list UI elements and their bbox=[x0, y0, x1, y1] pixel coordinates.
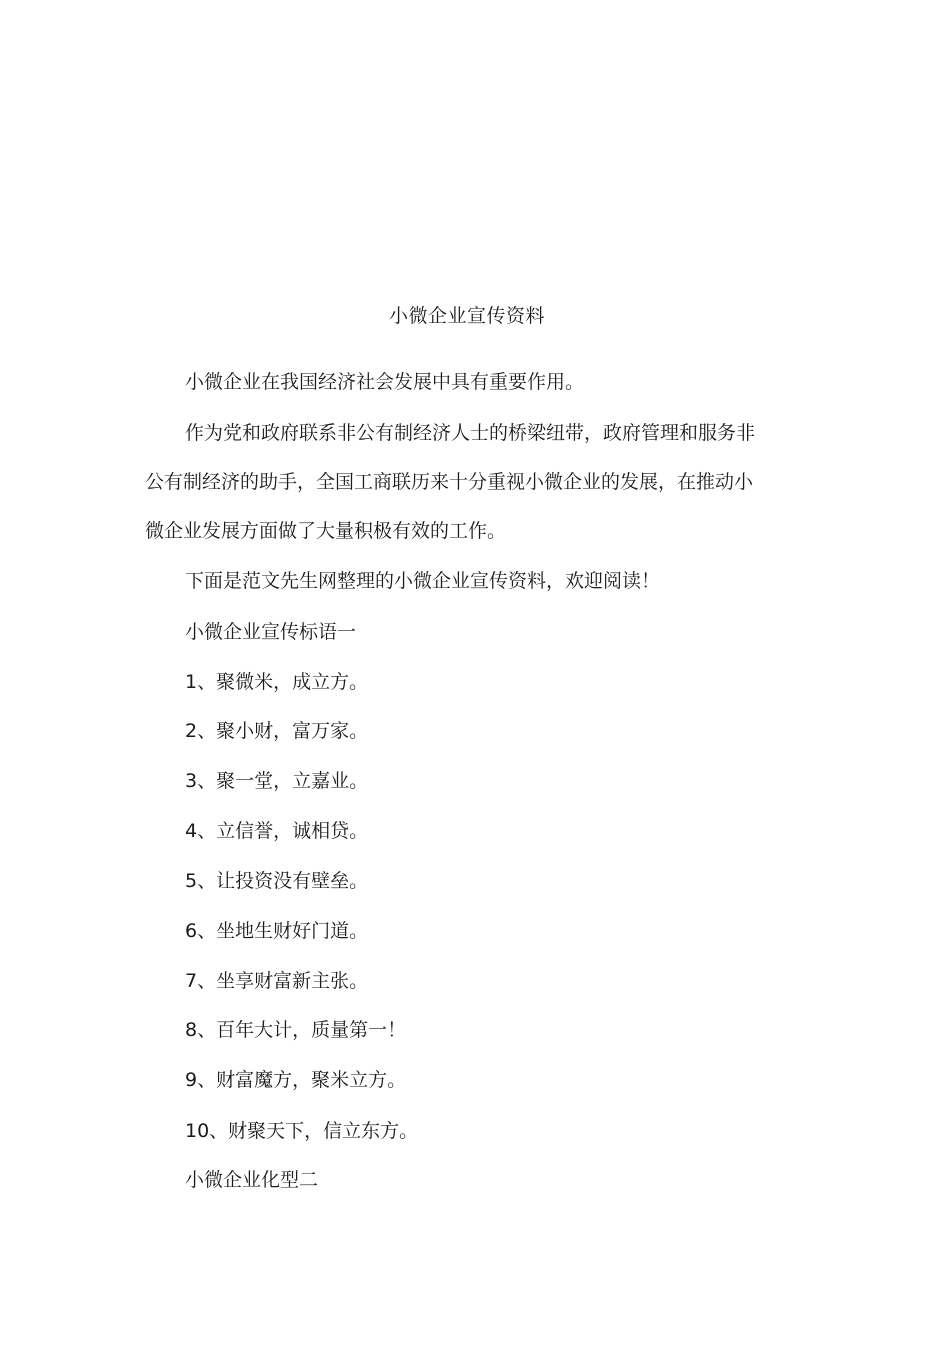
body-paragraph-line-2: 公有制经济的助手，全国工商联历来十分重视小微企业的发展，在推动小 bbox=[145, 471, 754, 493]
slogan-item: 9、财富魔方，聚米立方。 bbox=[185, 1069, 407, 1091]
intro-paragraph: 小微企业在我国经济社会发展中具有重要作用。 bbox=[185, 371, 585, 393]
slogan-item: 1、聚微米，成立方。 bbox=[185, 671, 369, 693]
section-heading-1: 小微企业宣传标语一 bbox=[185, 621, 357, 643]
slogan-item: 4、立信誉，诚相贷。 bbox=[185, 820, 369, 842]
slogan-item: 2、聚小财，富万家。 bbox=[185, 720, 369, 742]
section-heading-2: 小微企业化型二 bbox=[185, 1169, 319, 1191]
slogan-item: 5、让投资没有壁垒。 bbox=[185, 870, 369, 892]
slogan-item: 7、坐享财富新主张。 bbox=[185, 970, 369, 992]
body-paragraph-line-1: 作为党和政府联系非公有制经济人士的桥梁纽带，政府管理和服务非 bbox=[185, 422, 756, 444]
slogan-item: 6、坐地生财好门道。 bbox=[185, 920, 369, 942]
body-paragraph-line-3: 微企业发展方面做了大量积极有效的工作。 bbox=[145, 520, 507, 542]
lead-in-paragraph: 下面是范文先生网整理的小微企业宣传资料，欢迎阅读！ bbox=[185, 570, 661, 592]
slogan-item: 3、聚一堂，立嘉业。 bbox=[185, 770, 369, 792]
document-title: 小微企业宣传资料 bbox=[388, 305, 545, 327]
slogan-item: 8、百年大计，质量第一！ bbox=[185, 1019, 407, 1041]
slogan-item: 10、财聚天下，信立东方。 bbox=[185, 1120, 419, 1142]
